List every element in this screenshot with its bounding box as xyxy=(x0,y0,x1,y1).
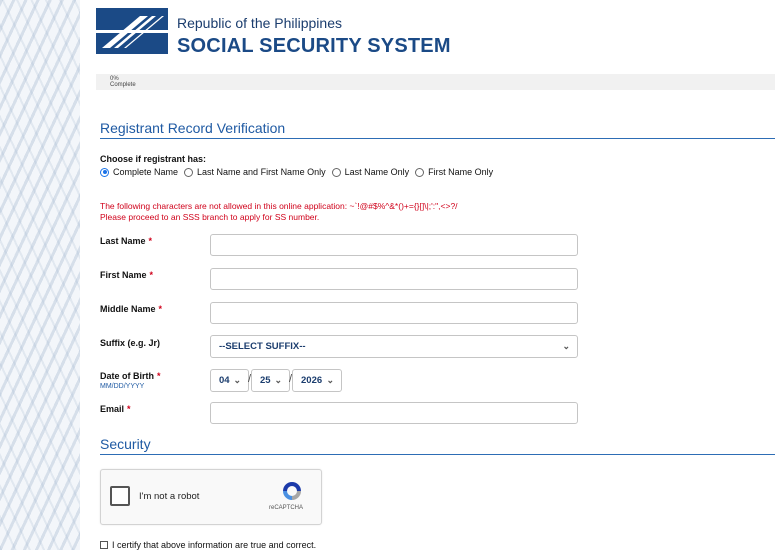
section-divider xyxy=(100,138,775,139)
header-subtitle: Republic of the Philippines xyxy=(177,15,342,31)
dob-month-select[interactable] xyxy=(210,369,252,392)
progress-bar xyxy=(96,74,775,90)
chevron-down-icon: ⌄ xyxy=(274,375,282,385)
certify-row[interactable] xyxy=(100,540,316,550)
middle-name-input[interactable] xyxy=(210,302,578,324)
required-marker: * xyxy=(127,404,131,414)
suffix-select[interactable] xyxy=(210,335,578,358)
label-text: Last Name xyxy=(100,236,146,246)
first-name-label xyxy=(100,270,153,280)
middle-name-label xyxy=(100,304,162,314)
dob-format-hint: MM/DD/YYYY xyxy=(100,383,145,390)
chevron-down-icon: ⌄ xyxy=(562,341,570,351)
invalid-characters-warning xyxy=(100,201,458,223)
recaptcha-icon xyxy=(281,480,303,502)
dob-day-value: 25 xyxy=(260,375,271,386)
certify-label: I certify that above information are true and correct. xyxy=(112,540,317,550)
suffix-label: Suffix (e.g. Jr) xyxy=(100,338,161,348)
label-text: Date of Birth xyxy=(100,371,154,381)
label-text: First Name xyxy=(100,270,147,280)
section-divider xyxy=(100,454,775,455)
radio-icon[interactable] xyxy=(415,168,424,177)
dob-day-select[interactable] xyxy=(251,369,293,392)
warning-line: Please proceed to an SSS branch to apply for SS number. xyxy=(100,212,320,222)
suffix-selected: --SELECT SUFFIX-- xyxy=(219,341,306,352)
required-marker: * xyxy=(158,304,163,314)
security-section-title: Security xyxy=(100,436,151,452)
name-option-group xyxy=(100,167,499,177)
option-last-name-only[interactable] xyxy=(332,167,410,177)
last-name-input[interactable] xyxy=(210,234,578,256)
option-last-first-name[interactable] xyxy=(184,167,326,177)
background-pattern xyxy=(0,0,80,550)
registrant-section-title: Registrant Record Verification xyxy=(100,120,286,136)
option-label: Complete Name xyxy=(113,167,179,177)
option-label: Last Name and First Name Only xyxy=(197,167,326,177)
dob-label xyxy=(100,371,161,381)
label-text: Middle Name xyxy=(100,304,156,314)
captcha-checkbox[interactable] xyxy=(110,486,130,506)
warning-line: The following characters are not allowed in this online application: ~`!@#$%^&*()+={}[]\|;':",<>?/ xyxy=(100,201,458,211)
email-label xyxy=(100,404,131,414)
radio-selected-icon[interactable] xyxy=(100,168,109,177)
required-marker: * xyxy=(157,371,161,381)
required-marker: * xyxy=(148,236,153,246)
label-text: Email xyxy=(100,404,125,414)
progress-percent: 0% xyxy=(110,76,119,82)
recaptcha-widget xyxy=(100,469,322,525)
dob-year-select[interactable] xyxy=(292,369,342,392)
captcha-label: I'm not a robot xyxy=(139,491,200,502)
choose-label: Choose if registrant has: xyxy=(100,154,207,164)
option-label: First Name Only xyxy=(428,167,494,177)
header-title: SOCIAL SECURITY SYSTEM xyxy=(177,35,451,57)
email-input[interactable] xyxy=(210,402,578,424)
option-label: Last Name Only xyxy=(344,167,410,177)
chevron-down-icon: ⌄ xyxy=(326,375,334,385)
sss-logo xyxy=(96,8,168,54)
option-first-name-only[interactable] xyxy=(415,167,493,177)
date-separator: / xyxy=(289,373,293,385)
dob-month-value: 04 xyxy=(219,375,230,386)
site-header xyxy=(96,0,775,72)
required-marker: * xyxy=(149,270,154,280)
captcha-brand: reCAPTCHA xyxy=(269,505,304,511)
option-complete-name[interactable] xyxy=(100,167,178,177)
radio-icon[interactable] xyxy=(184,168,193,177)
progress-label: Complete xyxy=(110,82,136,88)
first-name-input[interactable] xyxy=(210,268,578,290)
chevron-down-icon: ⌄ xyxy=(233,375,241,385)
radio-icon[interactable] xyxy=(332,168,341,177)
last-name-label xyxy=(100,236,152,246)
certify-checkbox[interactable] xyxy=(100,541,108,549)
date-separator: / xyxy=(248,373,252,385)
dob-year-value: 2026 xyxy=(301,375,323,386)
